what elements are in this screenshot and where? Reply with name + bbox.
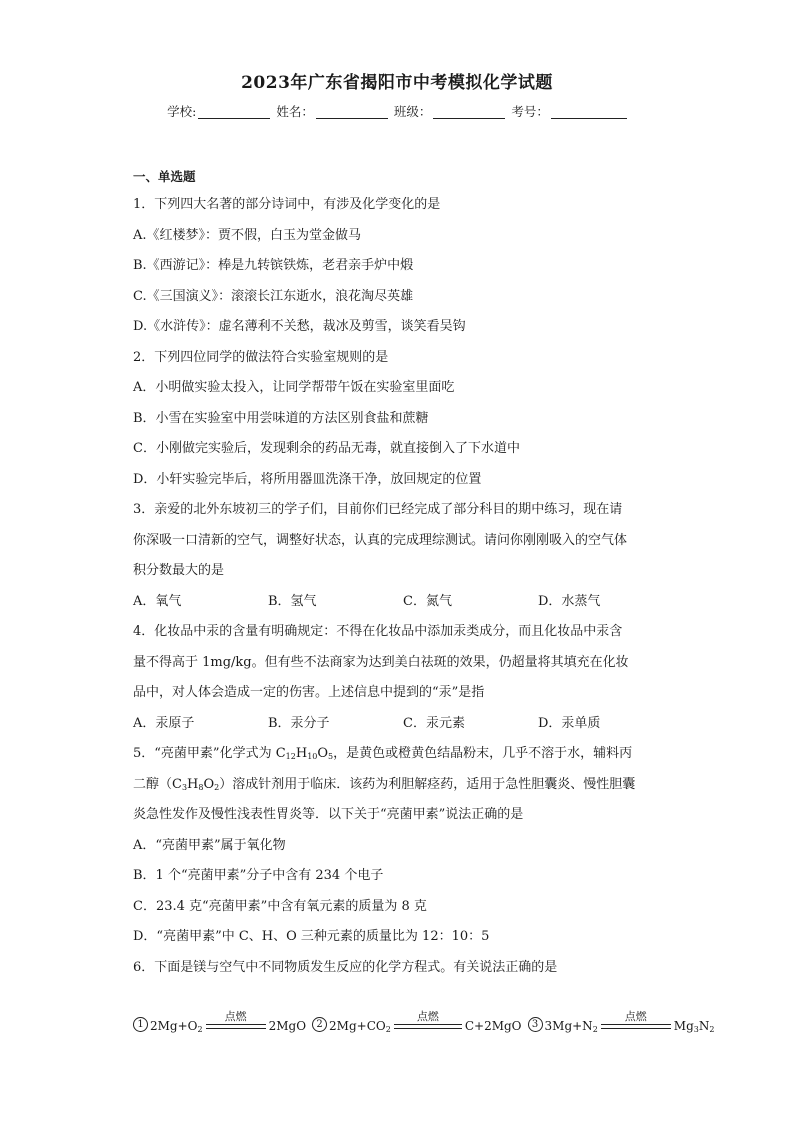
school-field [167, 102, 270, 120]
question-1-option-a: A.《红楼梦》：贾不假，白玉为堂金做马 [133, 227, 362, 243]
reaction-arrow [394, 1010, 462, 1029]
equation-2-lhs [329, 1019, 391, 1033]
q5-text: O [317, 746, 329, 761]
class-field [394, 102, 506, 120]
question-5-option-b: B．1 个“亮菌甲素”分子中含有 234 个电子 [133, 868, 384, 883]
circled-number-3: 3 [528, 1017, 543, 1032]
subscript: 8 [198, 782, 204, 792]
question-3-option-d: D．水蒸气 [538, 593, 601, 609]
equation-3 [528, 1010, 715, 1034]
eq-text: 2Mg+CO [329, 1019, 386, 1033]
section-title: 一、单选题 [133, 169, 196, 184]
reaction-condition: 点燃 [624, 1010, 647, 1023]
eq-text: Mg [673, 1019, 694, 1033]
reaction-arrow [601, 1010, 671, 1029]
subscript: 2 [709, 1025, 715, 1034]
question-4-options [133, 709, 673, 740]
question-2-stem: 2．下列四位同学的做法符合实验室规则的是 [133, 349, 389, 365]
question-4-stem-line-3: 品中，对人体会造成一定的伤害。上述信息中提到的“汞”是指 [133, 685, 485, 700]
question-6-stem: 6．下面是镁与空气中不同物质发生反应的化学方程式。有关说法正确的是 [133, 959, 558, 975]
question-1-option-b: B.《西游记》：棒是九转镔铁炼，老君亲手炉中煅 [133, 258, 414, 273]
subscript: 10 [307, 752, 318, 761]
name-label: 姓名： [276, 104, 314, 119]
question-4-stem-line-2: 量不得高于 1mg/kg。但有些不法商家为达到美白祛斑的效果，仍超量将其填充在化妆 [133, 654, 629, 670]
subscript: 12 [285, 752, 296, 761]
double-line [206, 1024, 266, 1029]
student-info-row [0, 102, 794, 120]
class-label: 班级： [393, 104, 432, 119]
q5-text: ，是黄色或橙黄色结晶粉末，几乎不溶于水，辅料丙 [333, 746, 633, 761]
question-4-stem-line-1: 4．化妆品中汞的含量有明确规定：不得在化妆品中添加汞类成分，而且化妆品中汞含 [133, 624, 623, 639]
name-field [276, 102, 388, 120]
double-line [601, 1024, 671, 1029]
q5-text: O [203, 776, 215, 792]
q5-text: ）溶成针剂用于临床．该药为利胆解痉药，适用于急性胆囊炎、慢性胆囊 [219, 776, 636, 792]
question-3-option-b: B．氢气 [268, 593, 317, 609]
reaction-arrow [206, 1010, 266, 1029]
question-4-option-b: B．汞分子 [268, 715, 330, 731]
equation-1-rhs: 2MgO [268, 1019, 307, 1033]
question-3-stem-line-3: 积分数最大的是 [133, 563, 225, 578]
reaction-condition: 点燃 [224, 1010, 247, 1023]
question-3-options [133, 587, 673, 618]
double-line [394, 1024, 462, 1029]
exam-no-label: 考号： [511, 104, 549, 119]
page-title: 2023年广东省揭阳市中考模拟化学试题 [241, 73, 553, 93]
q5-text: 5．“亮菌甲素”化学式为 C [133, 746, 286, 761]
subscript: 3 [693, 1025, 699, 1034]
circled-number-1: 1 [133, 1017, 148, 1032]
question-2-option-c: C．小刚做完实验后，发现剩余的药品无毒，就直接倒入了下水道中 [133, 441, 520, 456]
question-1-option-d: D.《水浒传》：虚名薄利不关愁，裁冰及剪雪，谈笑看吴钩 [133, 319, 466, 334]
equation-3-lhs [545, 1019, 598, 1033]
question-list [133, 164, 715, 1034]
question-5-stem-line-3: 炎急性发作及慢性浅表性胃炎等．以下关于“亮菌甲素”说法正确的是 [133, 807, 524, 822]
question-4-option-d: D．汞单质 [538, 715, 601, 731]
question-1-stem: 1．下列四大名著的部分诗词中，有涉及化学变化的是 [133, 197, 441, 212]
equation-1-lhs [150, 1019, 203, 1033]
question-5-stem-line-2 [133, 770, 673, 801]
eq-text: 3Mg+N [544, 1019, 593, 1033]
question-3-option-a: A．氧气 [133, 593, 182, 609]
question-4-option-a: A．汞原子 [133, 715, 195, 731]
question-2-option-b: B．小雪在实验室中用尝味道的方法区别食盐和蔗糖 [133, 410, 429, 426]
reaction-condition: 点燃 [416, 1010, 439, 1023]
subscript: 3 [181, 782, 188, 792]
q5-text: H [295, 746, 308, 761]
school-blank[interactable] [198, 104, 270, 119]
question-2-option-d: D．小轩实验完毕后，将所用器皿洗涤干净，放回规定的位置 [133, 471, 482, 487]
name-blank[interactable] [316, 104, 388, 119]
equation-2-rhs: C+2MgO [464, 1019, 522, 1033]
question-5-option-a: A．“亮菌甲素”属于氧化物 [133, 837, 286, 853]
school-label: 学校: [167, 104, 197, 119]
question-3-option-c: C．氮气 [403, 593, 452, 609]
eq-text: N [698, 1019, 710, 1033]
question-2-option-a: A．小明做实验太投入，让同学帮带午饭在实验室里面吃 [133, 380, 455, 395]
subscript: 2 [214, 782, 220, 792]
subscript: 2 [385, 1025, 391, 1034]
eq-text: 2Mg+O [150, 1019, 198, 1033]
q5-text: 二醇（C [133, 776, 182, 792]
question-1-option-c: C.《三国演义》：滚滚长江东逝水，浪花淘尽英雄 [133, 288, 414, 304]
question-6-equations [133, 983, 715, 1034]
circled-number-2: 2 [312, 1017, 327, 1032]
question-5-option-d: D．“亮菌甲素”中 C、H、O 三种元素的质量比为 12：10：5 [133, 929, 490, 944]
equation-2 [312, 1010, 522, 1034]
exam-no-field [511, 102, 627, 120]
question-3-stem-line-2: 你深吸一口清新的空气，调整好状态，认真的完成理综测试。请问你刚刚吸入的空气体 [133, 532, 628, 548]
question-5-stem-line-1 [133, 739, 673, 770]
subscript: 2 [592, 1025, 598, 1034]
question-3-stem-line-1: 3．亲爱的北外东坡初三的学子们，目前你们已经完成了部分科目的期中练习，现在请 [133, 502, 623, 517]
exam-no-blank[interactable] [551, 104, 627, 119]
q5-text: H [187, 776, 199, 792]
class-blank[interactable] [433, 104, 505, 119]
question-4-option-c: C．汞元素 [403, 715, 465, 731]
equation-3-rhs [674, 1019, 715, 1033]
question-5-option-c: C．23.4 克“亮菌甲素”中含有氧元素的质量为 8 克 [133, 898, 427, 914]
subscript: 2 [197, 1025, 203, 1034]
subscript: 5 [328, 752, 334, 761]
equation-1 [133, 1010, 307, 1034]
